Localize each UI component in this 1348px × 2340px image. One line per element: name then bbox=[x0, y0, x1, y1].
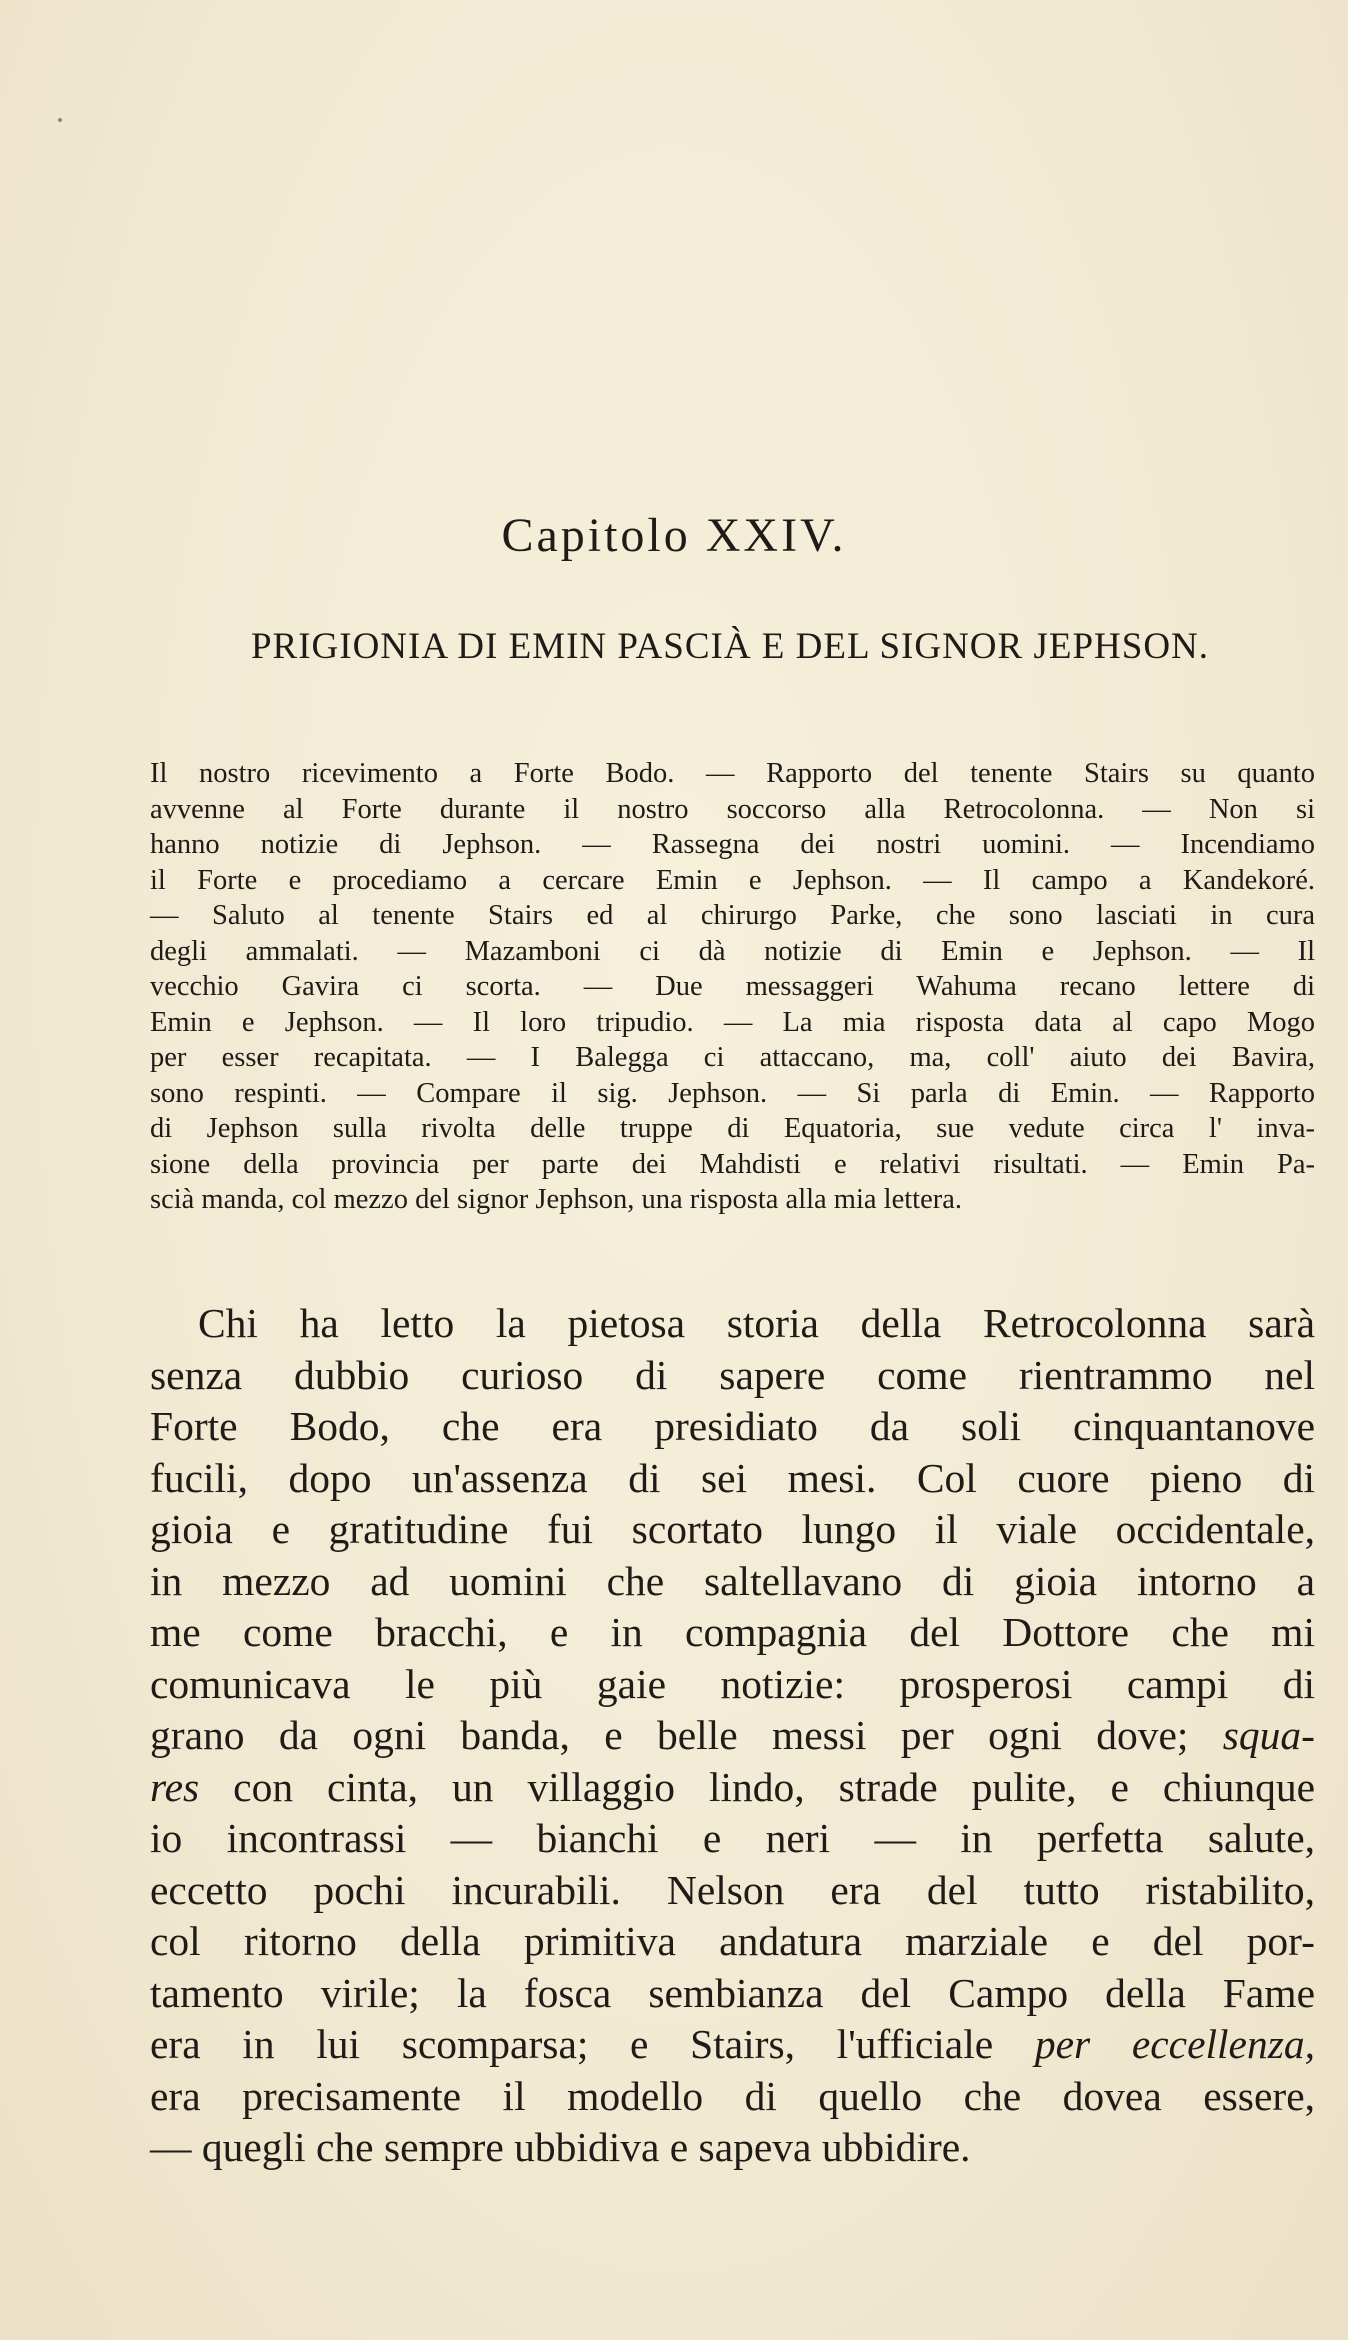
body-line: io incontrassi — bianchi e neri — in perfetta salute, bbox=[150, 1815, 1315, 1861]
body-line: era precisamente il modello di quello che dovea essere, bbox=[150, 2072, 1315, 2119]
summary-line: degli ammalati. — Mazamboni ci dà notizie di Emin e Jephson. — Il bbox=[150, 935, 1315, 967]
summary-line: per esser recapitata. — I Balegga ci attaccano, ma, coll' aiuto dei Bavira, bbox=[150, 1042, 1315, 1073]
chapter-title: Capitolo XXIV. bbox=[501, 509, 847, 562]
italic-term: res bbox=[150, 1763, 200, 1810]
chapter-subtitle: PRIGIONIA DI EMIN PASCIÀ E DEL SIGNOR JEPHSON. bbox=[250, 626, 1210, 667]
body-line: fucili, dopo un'assenza di sei mesi. Col cuore pieno di bbox=[150, 1454, 1315, 1501]
summary-line: di Jephson sulla rivolta delle truppe di Equatoria, sue vedute circa l' inva- bbox=[150, 1113, 1315, 1144]
body-line: in mezzo ad uomini che saltellavano di gioia intorno a bbox=[150, 1557, 1315, 1604]
summary-line: vecchio Gavira ci scorta. — Due messaggeri Wahuma recano lettere di bbox=[150, 971, 1315, 1002]
body-line-with-italic bbox=[150, 1710, 1315, 1762]
summary-line: sione della provincia per parte dei Mahdisti e relativi risultati. — Emin Pa- bbox=[150, 1148, 1315, 1180]
summary-line: il Forte e procediamo a cercare Emin e Jephson. — Il campo a Kandekoré. bbox=[150, 864, 1315, 896]
chapter-summary bbox=[150, 756, 1315, 1218]
body-line-with-italic bbox=[150, 1762, 1315, 1814]
body-line: tamento virile; la fosca sembianza del Campo della Fame bbox=[150, 1969, 1315, 2016]
body-line: — quegli che sempre ubbidiva e sapeva ubbidire. bbox=[150, 2124, 971, 2170]
body-paragraph bbox=[150, 1298, 1315, 2174]
body-line: me come bracchi, e in compagnia del Dottore che mi bbox=[150, 1609, 1315, 1655]
body-line-text: grano da ogni banda, e belle messi per ogni dove; bbox=[150, 1712, 1189, 1758]
body-line: Forte Bodo, che era presidiato da soli cinquantanove bbox=[150, 1403, 1315, 1449]
italic-term: squa- bbox=[1222, 1712, 1315, 1758]
summary-line: scià manda, col mezzo del signor Jephson, una risposta alla mia lettera. bbox=[150, 1184, 962, 1215]
body-line-with-italic bbox=[150, 2019, 1315, 2071]
summary-line: sono respinti. — Compare il sig. Jephson. — Si parla di Emin. — Rapporto bbox=[150, 1077, 1315, 1109]
summary-line: Emin e Jephson. — Il loro tripudio. — La mia risposta data al capo Mogo bbox=[150, 1006, 1315, 1038]
italic-term: per eccellenza, bbox=[1034, 2021, 1315, 2067]
summary-line: hanno notizie di Jephson. — Rassegna dei nostri uomini. — Incendiamo bbox=[150, 829, 1315, 860]
body-line: col ritorno della primitiva andatura marziale e del por- bbox=[150, 1918, 1315, 1964]
summary-line: Il nostro ricevimento a Forte Bodo. — Rapporto del tenente Stairs su quanto bbox=[150, 758, 1315, 789]
body-line: gioia e gratitudine fui scortato lungo il viale occidentale, bbox=[150, 1506, 1315, 1552]
body-line: eccetto pochi incurabili. Nelson era del tutto ristabilito, bbox=[150, 1866, 1315, 1913]
body-line-text: con cinta, un villaggio lindo, strade pulite, e chiunque bbox=[233, 1763, 1316, 1810]
body-line: senza dubbio curioso di sapere come rientrammo nel bbox=[150, 1351, 1315, 1398]
body-line: comunicava le più gaie notizie: prosperosi campi di bbox=[150, 1660, 1315, 1707]
body-line-text: era in lui scomparsa; e Stairs, l'ufficiale bbox=[150, 2021, 994, 2067]
summary-line: — Saluto al tenente Stairs ed al chirurgo Parke, che sono lasciati in cura bbox=[150, 900, 1315, 931]
summary-line: avvenne al Forte durante il nostro soccorso alla Retrocolonna. — Non si bbox=[150, 793, 1315, 825]
paper-speck bbox=[58, 118, 62, 122]
body-line: Chi ha letto la pietosa storia della Retrocolonna sarà bbox=[198, 1300, 1315, 1346]
